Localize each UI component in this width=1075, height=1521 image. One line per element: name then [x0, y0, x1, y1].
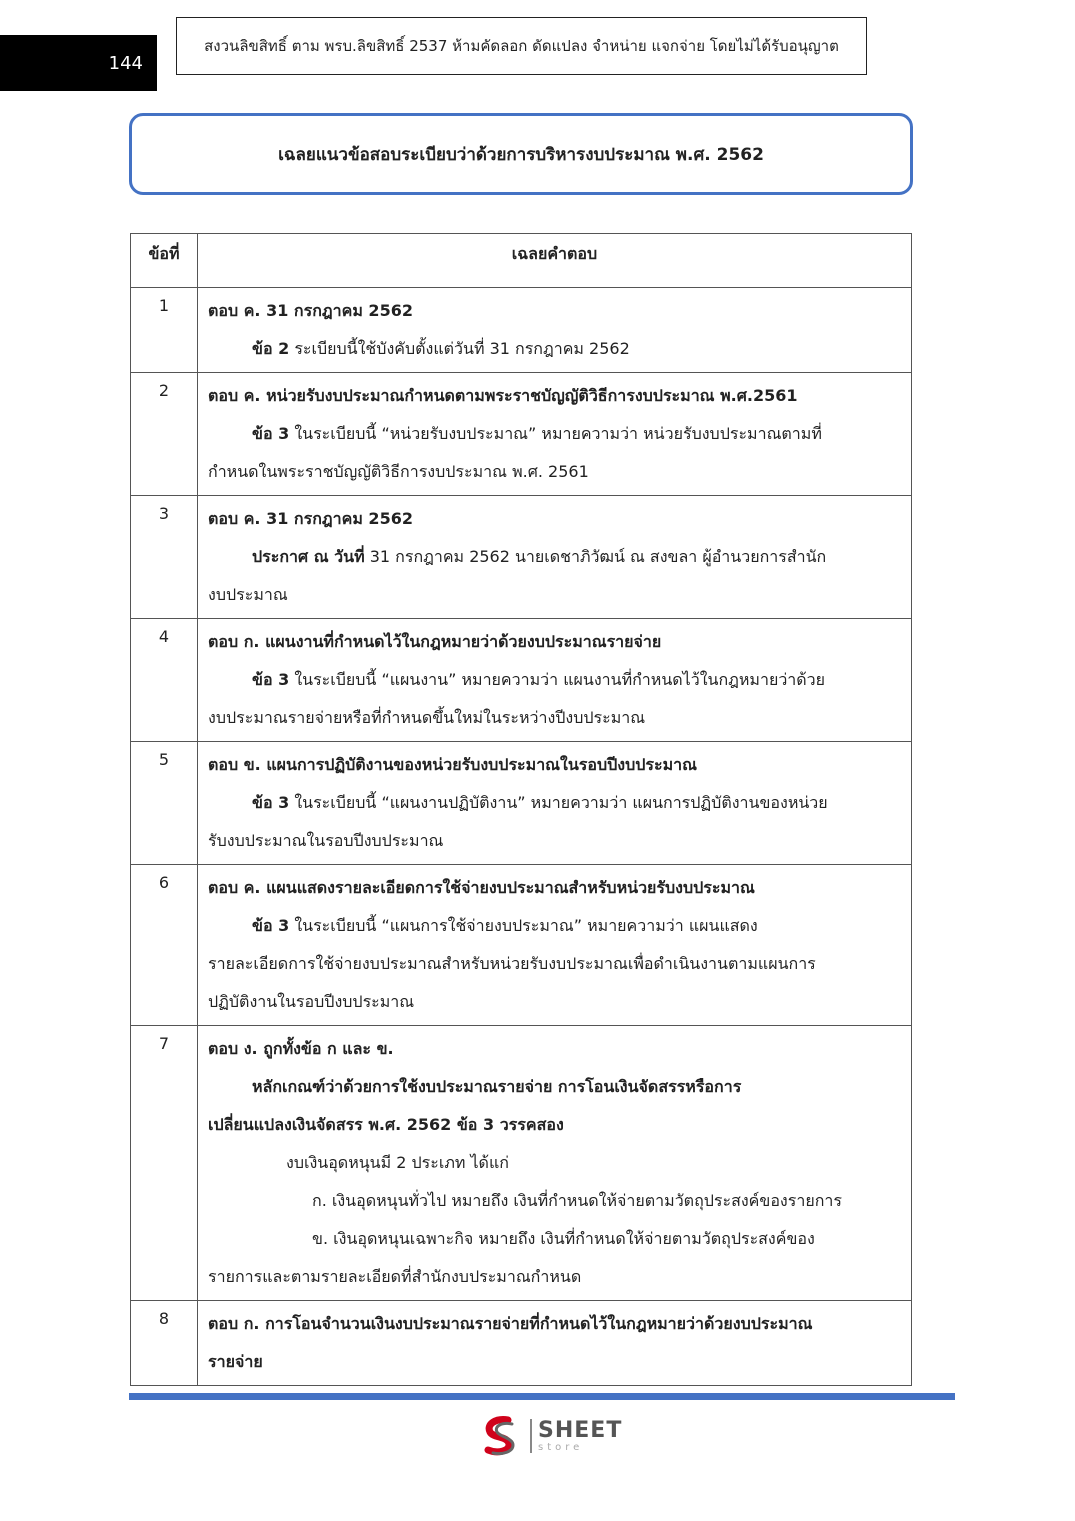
regulation-reference: หลักเกณฑ์ว่าด้วยการใช้งบประมาณรายจ่าย การโอนเงินจัดสรรหรือการ: [252, 1077, 742, 1096]
answer-choice: ตอบ ค. 31 กรกฎาคม 2562: [208, 301, 413, 320]
question-number: 3: [131, 496, 198, 619]
answer-choice: ตอบ ค. 31 กรกฎาคม 2562: [208, 509, 413, 528]
question-number: 2: [131, 373, 198, 496]
explanation-text: ในระเบียบนี้ “แผนงาน” หมายความว่า แผนงานที่กำหนดไว้ในกฎหมายว่าด้วย: [289, 670, 826, 689]
answer-cell: [198, 1301, 912, 1386]
explanation-intro: งบเงินอุดหนุนมี 2 ประเภท ได้แก่: [286, 1153, 509, 1172]
clause-ref: ข้อ 2: [252, 339, 290, 358]
explanation-item-b-cont: รายการและตามรายละเอียดที่สำนักงบประมาณกำหนด: [208, 1267, 582, 1286]
answer-table: [130, 233, 912, 1386]
answer-choice: ตอบ ข. แผนการปฏิบัติงานของหน่วยรับงบประมาณในรอบปีงบประมาณ: [208, 755, 697, 774]
column-header-number: ข้อที่: [131, 234, 198, 288]
document-title-box: [129, 113, 913, 195]
explanation-text: ระเบียบนี้ใช้บังคับตั้งแต่วันที่ 31 กรกฎาคม 2562: [289, 339, 630, 358]
answer-choice: ตอบ ค. หน่วยรับงบประมาณกำหนดตามพระราชบัญญัติวิธีการงบประมาณ พ.ศ.2561: [208, 386, 798, 405]
answer-choice-cont: รายจ่าย: [208, 1352, 263, 1371]
answer-cell: [198, 288, 912, 373]
logo-s-icon: [478, 1414, 522, 1458]
logo-sub-text: store: [538, 1442, 584, 1453]
page-number-tab: [0, 35, 157, 91]
regulation-reference-cont: เปลี่ยนแปลงเงินจัดสรร พ.ศ. 2562 ข้อ 3 วรรคสอง: [208, 1115, 564, 1134]
explanation-line: รับงบประมาณในรอบปีงบประมาณ: [208, 831, 444, 850]
explanation-line: ปฏิบัติงานในรอบปีงบประมาณ: [208, 992, 415, 1011]
answer-cell: [198, 865, 912, 1026]
table-row: [131, 496, 912, 619]
clause-ref: ข้อ 3: [252, 916, 290, 935]
explanation-text: 31 กรกฎาคม 2562 นายเดชาภิวัฒน์ ณ สงขลา ผู้อำนวยการสำนัก: [364, 547, 827, 566]
table-header-row: [131, 234, 912, 288]
explanation-line: กำหนดในพระราชบัญญัติวิธีการงบประมาณ พ.ศ. 2561: [208, 462, 589, 481]
question-number: 4: [131, 619, 198, 742]
document-title: เฉลยแนวข้อสอบระเบียบว่าด้วยการบริหารงบประมาณ พ.ศ. 2562: [278, 144, 764, 165]
logo-wordmark: [530, 1419, 622, 1453]
explanation-line: [208, 330, 903, 368]
page-number: 144: [108, 52, 143, 74]
table-row: [131, 742, 912, 865]
question-number: 6: [131, 865, 198, 1026]
explanation-line: [208, 415, 903, 453]
explanation-text: ในระเบียบนี้ “แผนการใช้จ่ายงบประมาณ” หมายความว่า แผนแสดง: [289, 916, 758, 935]
clause-ref: ข้อ 3: [252, 793, 290, 812]
clause-ref: ประกาศ ณ วันที่: [252, 547, 365, 566]
table-row: [131, 619, 912, 742]
column-header-answer: เฉลยคำตอบ: [198, 234, 912, 288]
answer-choice: ตอบ ก. การโอนจำนวนเงินงบประมาณรายจ่ายที่กำหนดไว้ในกฎหมายว่าด้วยงบประมาณ: [208, 1314, 813, 1333]
question-number: 7: [131, 1026, 198, 1301]
copyright-text: สงวนลิขสิทธิ์ ตาม พรบ.ลิขสิทธิ์ 2537 ห้ามคัดลอก ดัดแปลง จำหน่าย แจกจ่าย โดยไม่ได้รับอนุญาต: [204, 37, 839, 55]
answer-cell: [198, 373, 912, 496]
explanation-item-b: ข. เงินอุดหนุนเฉพาะกิจ หมายถึง เงินที่กำหนดให้จ่ายตามวัตถุประสงค์ของ: [312, 1229, 815, 1248]
explanation-line: [208, 538, 903, 576]
explanation-text: ในระเบียบนี้ “แผนงานปฏิบัติงาน” หมายความว่า แผนการปฏิบัติงานของหน่วย: [289, 793, 828, 812]
table-row: [131, 288, 912, 373]
table-row: [131, 373, 912, 496]
explanation-text: ในระเบียบนี้ “หน่วยรับงบประมาณ” หมายความว่า หน่วยรับงบประมาณตามที่: [289, 424, 822, 443]
clause-ref: ข้อ 3: [252, 424, 290, 443]
copyright-notice: [176, 17, 867, 75]
explanation-line: [208, 661, 903, 699]
answer-choice: ตอบ ก. แผนงานที่กำหนดไว้ในกฎหมายว่าด้วยงบประมาณรายจ่าย: [208, 632, 662, 651]
answer-choice: ตอบ ค. แผนแสดงรายละเอียดการใช้จ่ายงบประมาณสำหรับหน่วยรับงบประมาณ: [208, 878, 755, 897]
explanation-line: [208, 784, 903, 822]
table-row: [131, 1026, 912, 1301]
table-row: [131, 1301, 912, 1386]
clause-ref: ข้อ 3: [252, 670, 290, 689]
footer-divider: [129, 1393, 955, 1400]
explanation-line: งบประมาณ: [208, 585, 288, 604]
answer-choice: ตอบ ง. ถูกทั้งข้อ ก และ ข.: [208, 1039, 394, 1058]
answer-cell: [198, 496, 912, 619]
explanation-line: งบประมาณรายจ่ายหรือที่กำหนดขึ้นใหม่ในระหว่างปีงบประมาณ: [208, 708, 646, 727]
explanation-item-a: ก. เงินอุดหนุนทั่วไป หมายถึง เงินที่กำหนดให้จ่ายตามวัตถุประสงค์ของรายการ: [312, 1191, 842, 1210]
sheet-store-logo: [478, 1410, 628, 1462]
logo-main-text: SHEET: [538, 1418, 623, 1443]
question-number: 5: [131, 742, 198, 865]
question-number: 1: [131, 288, 198, 373]
table-row: [131, 865, 912, 1026]
answer-cell: [198, 619, 912, 742]
answer-cell: [198, 742, 912, 865]
answer-cell: [198, 1026, 912, 1301]
explanation-line: [208, 907, 903, 945]
question-number: 8: [131, 1301, 198, 1386]
explanation-line: รายละเอียดการใช้จ่ายงบประมาณสำหรับหน่วยรับงบประมาณเพื่อดำเนินงานตามแผนการ: [208, 954, 816, 973]
